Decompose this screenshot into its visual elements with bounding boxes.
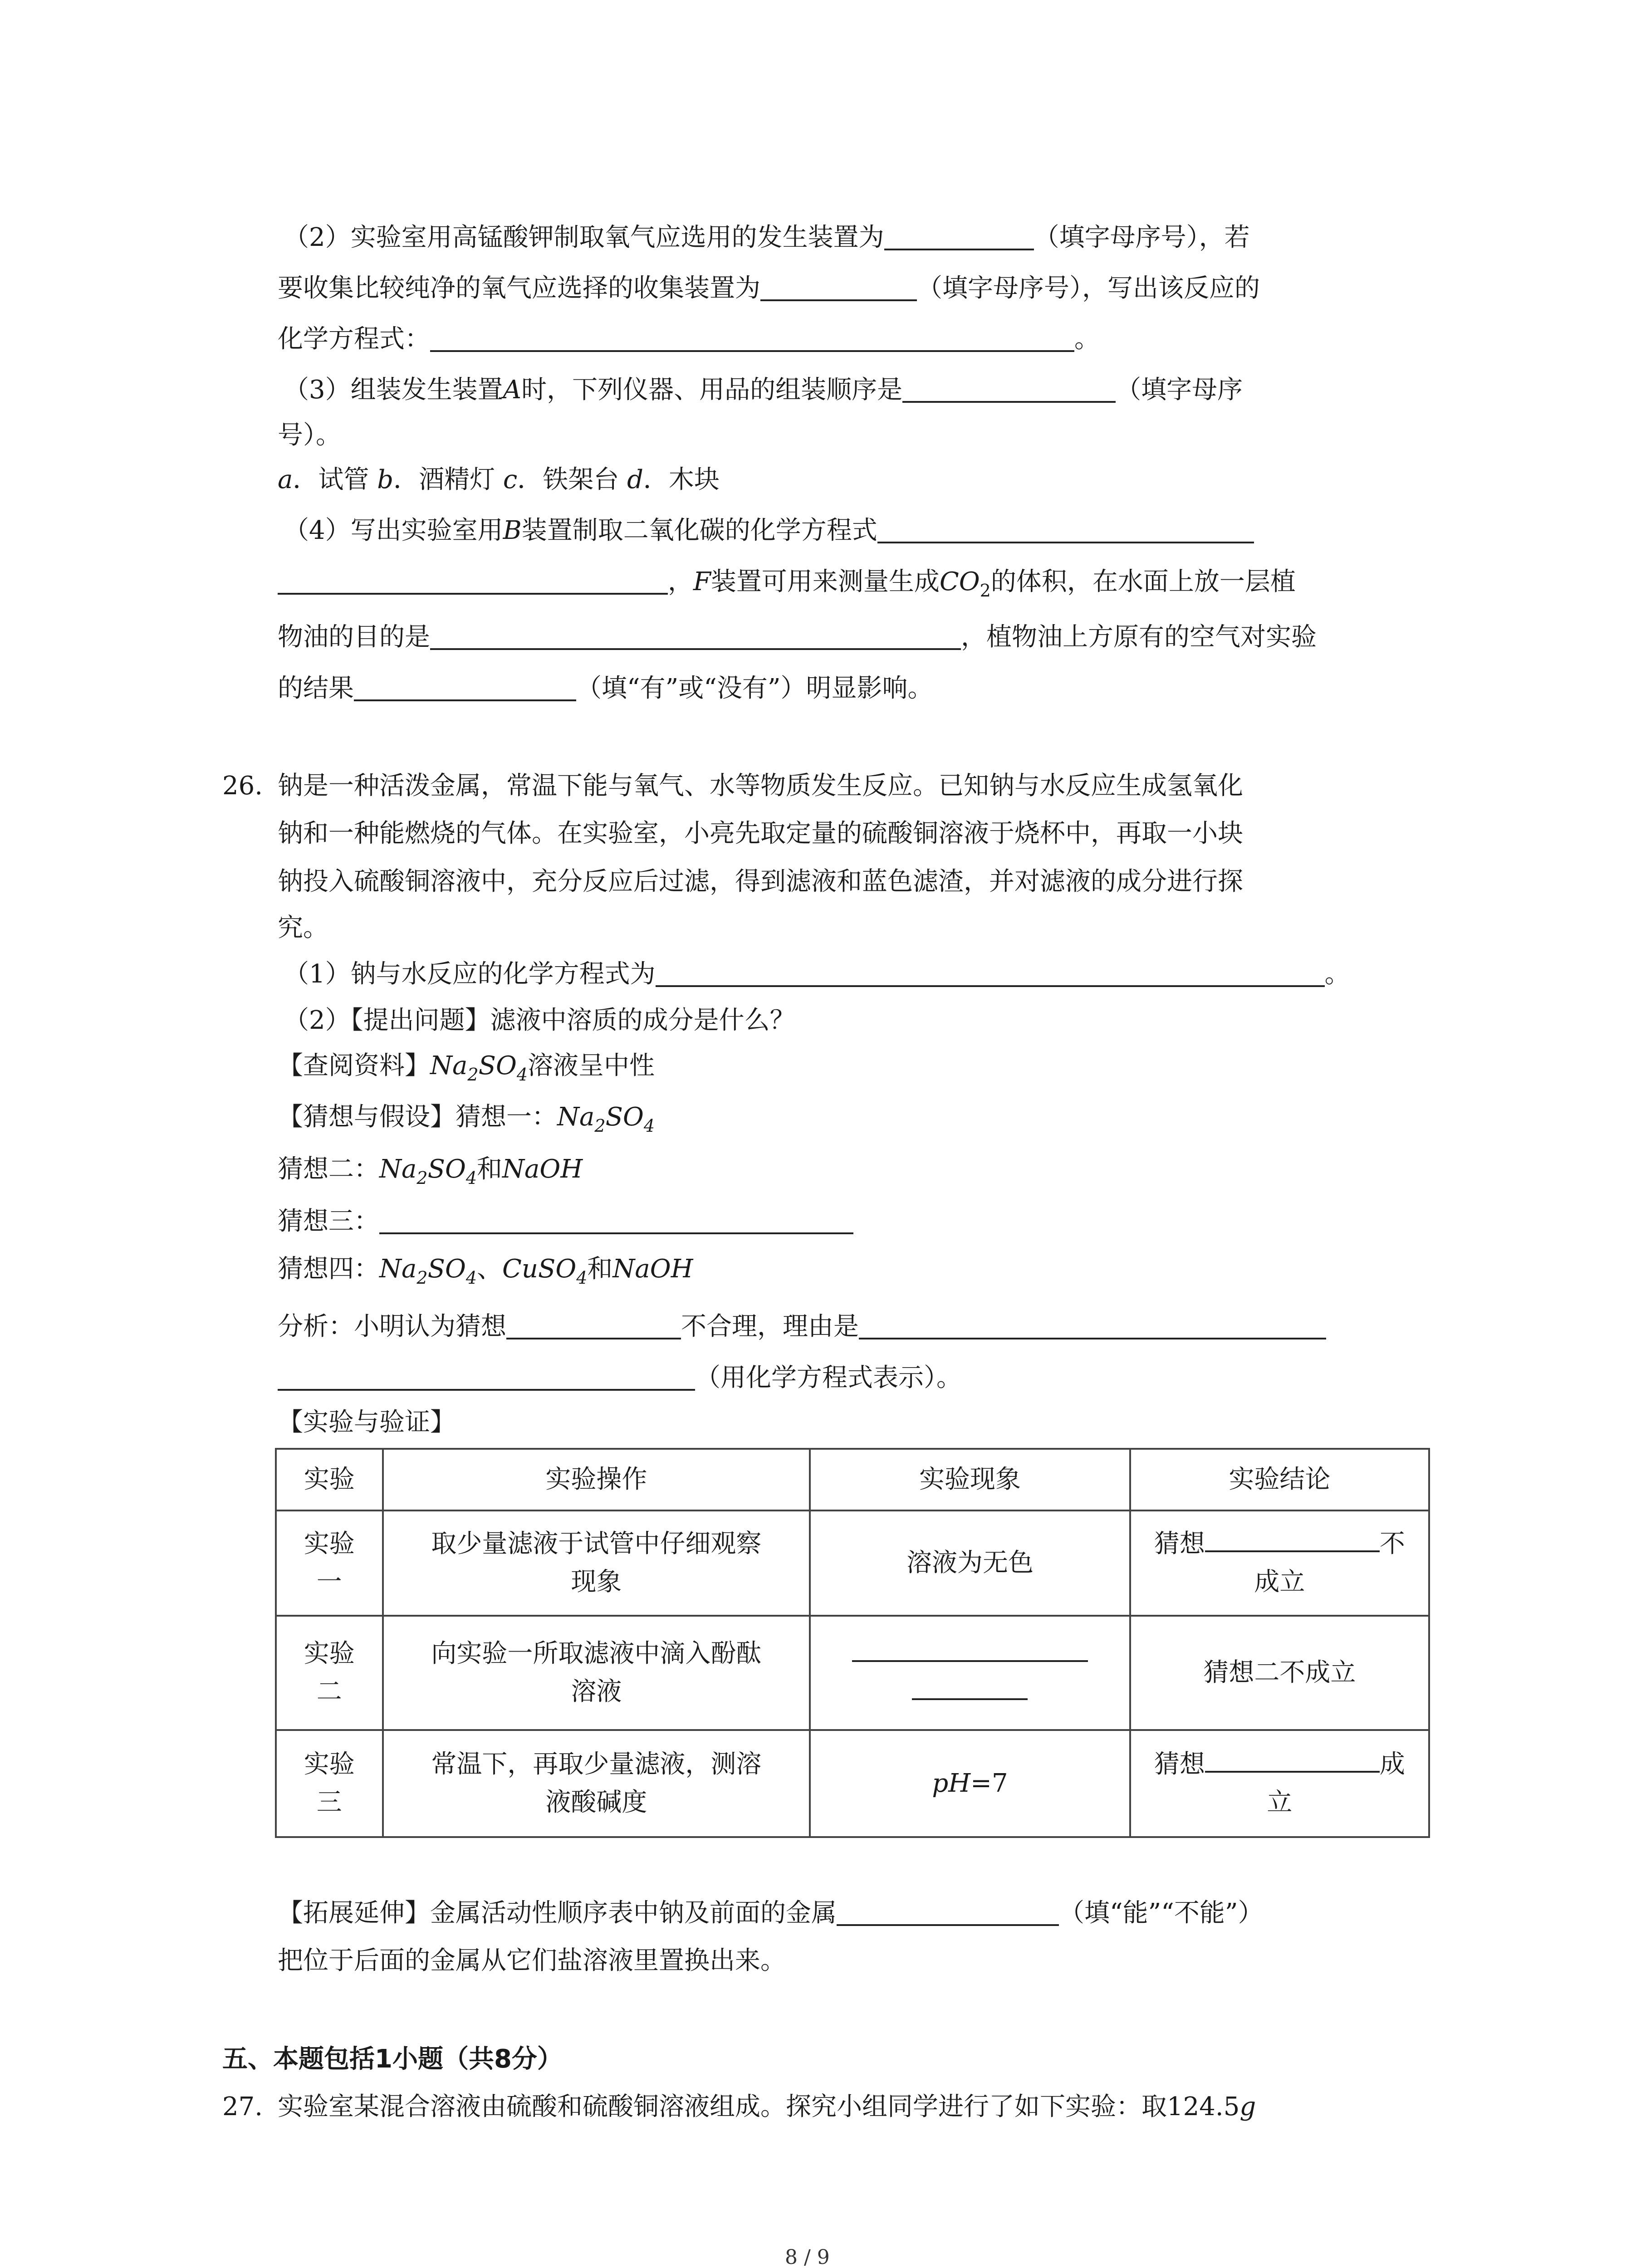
experiment-operation-cell: 向实验一所取滤液中滴入酚酞 溶液 [383,1616,810,1730]
q26-extension-line1: 【拓展延伸】金属活动性顺序表中钠及前面的金属 （填“能”“不能”） [278,1898,1264,1928]
answer-blank[interactable] [430,346,1074,352]
q25-p2-line1: （2）实验室用高锰酸钾制取氧气应选用的发生装置为 （填字母序号），若 [284,223,1250,252]
table-row [276,1616,1429,1730]
experiment-table [275,1448,1430,1838]
q26-guess3: 猜想三： [278,1209,853,1234]
q27-number: 27. [222,2092,263,2121]
q26-intro-line2: 钠和一种能燃烧的气体。在实验室，小亮先取定量的硫酸铜溶液于烧杯中，再取一小块 [278,819,1243,848]
experiment-conclusion-cell: 猜想 成 立 [1130,1730,1429,1837]
answer-blank[interactable] [884,244,1034,250]
table-row [276,1510,1429,1616]
q25-p4-line2: ，F装置可用来测量生成$CO_2$的体积，在水面上放一层植 [278,569,1296,595]
table-header: 实验结论 [1130,1449,1429,1510]
answer-blank[interactable] [852,1656,1088,1662]
table-header: 实验现象 [810,1449,1130,1510]
answer-blank[interactable] [760,295,917,301]
experiment-operation-cell: 取少量滤液于试管中仔细观察 现象 [383,1510,810,1616]
q26-p2: （2）【提出问题】滤液中溶质的成分是什么？ [284,1006,795,1035]
q26-guess1: 【猜想与假设】猜想一：$Na_2SO_4$ [278,1102,655,1136]
q26-verify-label: 【实验与验证】 [278,1408,456,1437]
q26-p1: （1）钠与水反应的化学方程式为 。 [284,959,1350,989]
q26-info: 【查阅资料】$Na_2SO_4$溶液呈中性 [278,1051,655,1085]
answer-blank[interactable] [379,1228,853,1234]
answer-blank[interactable] [430,644,961,650]
experiment-conclusion-cell: 猜想二不成立 [1130,1616,1429,1730]
answer-blank[interactable] [859,1333,1326,1339]
q26-analysis-line1: 分析：小明认为猜想 不合理，理由是 [278,1314,1326,1339]
q25-p3-options: a．试管 b．酒精灯 c．铁架台 d．木块 [278,465,720,494]
q25-p4-line3: 物油的目的是 ，植物油上方原有的空气对实验 [278,622,1317,652]
table-header: 实验操作 [383,1449,810,1510]
q25-p4-line4: 的结果 （填“有”或“没有”）明显影响。 [278,674,933,703]
answer-blank[interactable] [656,981,1325,987]
q26-guess4: 猜想四：$Na_2SO_4$、CuSO$_4$和NaOH [278,1254,693,1288]
table-header: 实验 [276,1449,383,1510]
experiment-phenomenon-cell: 溶液为无色 [810,1510,1130,1616]
experiment-name-cell: 实验 二 [276,1616,383,1730]
answer-blank[interactable] [877,537,1254,543]
answer-blank[interactable] [912,1694,1028,1700]
q26-number: 26. [222,771,263,801]
q25-p3-line2: 号）。 [278,420,341,450]
answer-blank[interactable] [1205,1546,1380,1552]
q26-intro-line4: 究。 [278,913,328,943]
q25-p2-line3: 化学方程式： 。 [278,324,1100,354]
q26-extension-line2: 把位于后面的金属从它们盐溶液里置换出来。 [278,1946,786,1975]
answer-blank[interactable] [837,1920,1059,1926]
q26-intro-line1: 钠是一种活泼金属，常温下能与氧气、水等物质发生反应。已知钠与水反应生成氢氧化 [278,771,1243,801]
experiment-conclusion-cell: 猜想 不 成立 [1130,1510,1429,1616]
experiment-phenomenon-cell [810,1616,1130,1730]
section-title: 五、本题包括1小题（共8分） [222,2044,563,2074]
answer-blank[interactable] [506,1333,681,1339]
answer-blank[interactable] [278,588,668,595]
experiment-operation-cell: 常温下，再取少量滤液，测溶 液酸碱度 [383,1730,810,1837]
answer-blank[interactable] [278,1384,695,1391]
q26-guess2: 猜想二：$Na_2SO_4$和NaOH [278,1154,583,1188]
page-number: 8 / 9 [785,2246,830,2268]
q27-text: 实验室某混合溶液由硫酸和硫酸铜溶液组成。探究小组同学进行了如下实验：取124.5g [278,2092,1256,2121]
q25-p4-line1: （4）写出实验室用B装置制取二氧化碳的化学方程式 [284,518,1254,543]
answer-blank[interactable] [1205,1766,1380,1773]
table-row [276,1730,1429,1837]
experiment-name-cell: 实验 一 [276,1510,383,1616]
answer-blank[interactable] [902,396,1116,403]
experiment-phenomenon-cell: pH=7 [810,1730,1130,1837]
q26-intro-line3: 钠投入硫酸铜溶液中，充分反应后过滤，得到滤液和蓝色滤渣，并对滤液的成分进行探 [278,867,1243,896]
q25-p3-line1: （3）组装发生装置A时，下列仪器、用品的组装顺序是 （填字母序 [284,375,1243,405]
table-header-row [276,1449,1429,1510]
q25-p2-line2: 要收集比较纯净的氧气应选择的收集装置为 （填字母序号），写出该反应的 [278,274,1260,303]
q26-analysis-line2: （用化学方程式表示）。 [278,1365,962,1391]
answer-blank[interactable] [354,695,576,701]
experiment-name-cell: 实验 三 [276,1730,383,1837]
